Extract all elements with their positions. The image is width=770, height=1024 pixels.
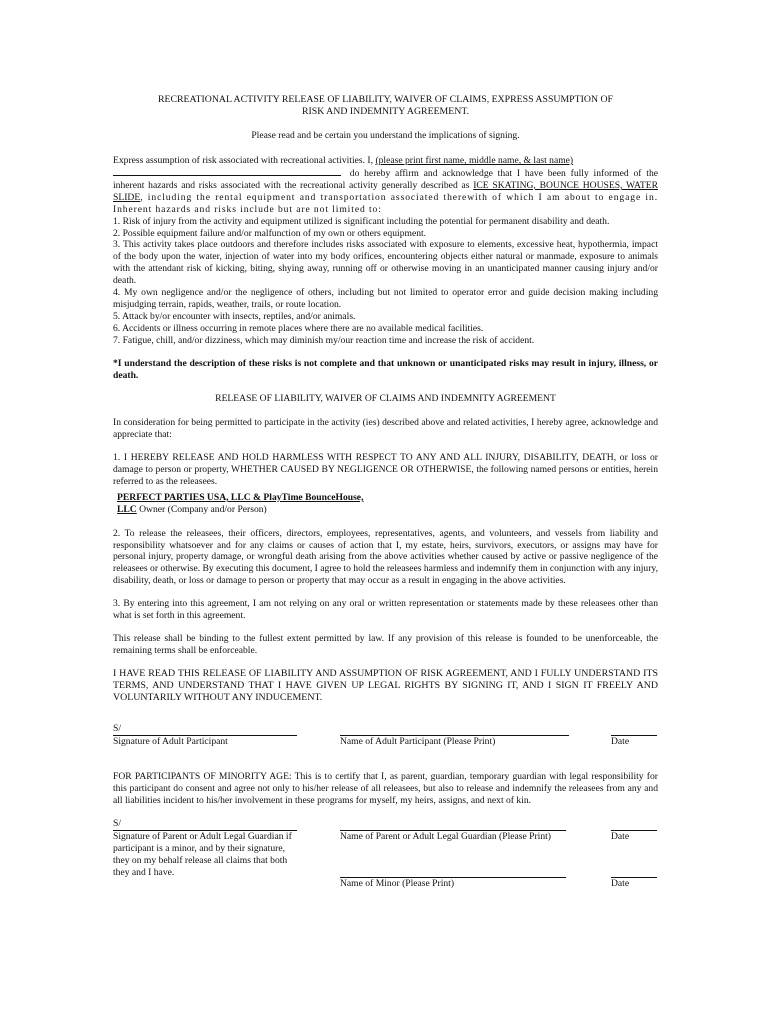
- guardian-signature-label-line: Signature of Parent or Adult Legal Guardian if: [113, 831, 292, 842]
- activities-described: ICE SKATING, BOUNCE HOUSES, WATER SLIDE: [113, 179, 658, 203]
- guardian-signature-label-line: they on my behalf release all claims that both: [113, 854, 288, 866]
- read-statement: I HAVE READ THIS RELEASE OF LIABILITY AND ASSUMPTION OF RISK AGREEMENT, AND I FULLY UNDERSTAND ITS TERMS, AND UNDERSTAND THAT I HAVE GIVEN UP LEGAL RIGHTS BY SIGNING IT, AND I SIGN IT FREELY AND VOLUNTARILY WITHOUT ANY INDUCEMENT.: [113, 667, 658, 704]
- risk-item: 3. This activity takes place outdoors and therefore includes risks associated with exposure to elements, excessive heat, hypothermia, impact of the body upon the water, injection of water into my body orifices, encountering objects either natural or manmade, exposure to animals with the attendant risk of kicking, biting, shying away, running off or otherwise moving in an unanticipated manner causing injury and/or death.: [113, 239, 658, 287]
- clause-1: 1. I HEREBY RELEASE AND HOLD HARMLESS WITH RESPECT TO ANY AND ALL INJURY, DISABILITY, DEATH, or loss or damage to person or property, WHETHER CAUSED BY NEGLIGENCE OR OTHERWISE, the following named persons or entities, herein referred to as the releasees.: [113, 452, 658, 487]
- clause-3: 3. By entering into this agreement, I am not relying on any oral or written representation or statements made by these releasees other than what is set forth in this agreement.: [113, 598, 658, 622]
- assumption-lead: Express assumption of risk associated with recreational activities. I,: [113, 155, 376, 167]
- risk-item: 5. Attack by/or encounter with insects, reptiles, and/or animals.: [113, 310, 356, 322]
- adult-date-label: Date: [611, 736, 630, 747]
- assumption-rest: , including the rental equipment and transportation associated therewith of which I am about to engage in. Inherent hazards and risks include but are not limited to:: [113, 191, 658, 215]
- title-line-2: RISK AND INDEMNITY AGREEMENT.: [301, 105, 470, 117]
- minority-paragraph: FOR PARTICIPANTS OF MINORITY AGE: This is to certify that I, as parent, guardian, temporary guardian with legal responsibility for this participant do consent and agree not only to his/her release of all releasees, but also to release and indemnify the releasees from any and all liabilities incident to his/her involvement in these programs for myself, my heirs, assigns, and next of kin.: [113, 771, 658, 806]
- minor-name-label: Name of Minor (Please Print): [340, 878, 455, 889]
- guardian-signature-label-line: they and I have.: [113, 866, 175, 878]
- clause-2: 2. To release the releasees, their officers, directors, employees, representatives, agents, and volunteers, and vessels from liability and responsibility whatsoever and for any claims or causes of action that I, my estate, heirs, survivors, executors, or assigns may have for personal injury, property damage, or wrongful death arising from the above activities whether caused by active or passive negligence of the releasees or otherwise. By executing this document, I agree to hold the releasees harmless and indemnify them in conjunction with any injury, disability, death, or loss or damage to person or property that may occur as a result in engaging in the above activities.: [113, 527, 658, 587]
- risk-list: [113, 216, 658, 347]
- risk-item: 4. My own negligence and/or the negligence of others, including but not limited to operator error and guide decision making including misjudging terrain, rapids, weather, trails, or route location.: [113, 287, 658, 310]
- document-title: [113, 94, 658, 117]
- participant-name-blank[interactable]: [113, 167, 341, 176]
- consideration-paragraph: In consideration for being permitted to participate in the activity (ies) described above and related activities, I hereby agree, acknowledge and appreciate that:: [113, 417, 658, 441]
- guardian-signature-prefix: S/: [113, 818, 122, 829]
- adult-signature-label: Signature of Adult Participant: [113, 736, 228, 747]
- print-name-hint: (please print first name, middle name, & last name): [375, 155, 574, 167]
- owner-block: [117, 492, 658, 516]
- waiver-document: [113, 94, 658, 704]
- guardian-date-label: Date: [611, 831, 630, 842]
- owner-name-line-1: PERFECT PARTIES USA, LLC & PlayTime BounceHouse,: [117, 491, 364, 503]
- release-heading: RELEASE OF LIABILITY, WAIVER OF CLAIMS AND INDEMNITY AGREEMENT: [215, 393, 556, 405]
- adult-signature-prefix: S/: [113, 723, 122, 734]
- risk-item: 6. Accidents or illness occurring in remote places where there are no available medical facilities.: [113, 322, 484, 334]
- title-line-1: RECREATIONAL ACTIVITY RELEASE OF LIABILITY, WAIVER OF CLAIMS, EXPRESS ASSUMPTION OF: [157, 94, 614, 105]
- owner-name-line-2: LLC: [117, 503, 137, 515]
- guardian-name-label: Name of Parent or Adult Legal Guardian (Please Print): [340, 831, 552, 842]
- owner-label: Owner (Company and/or Person): [136, 503, 267, 515]
- intro-note: Please read and be certain you understand the implications of signing.: [251, 130, 520, 142]
- guardian-signature-label: [113, 831, 323, 879]
- assumption-affirm: do hereby affirm and acknowledge that I have been fully informed of the inherent hazards and risks associated with the recreational activity generally described as: [113, 168, 658, 191]
- adult-name-label: Name of Adult Participant (Please Print): [340, 736, 496, 747]
- binding-paragraph: This release shall be binding to the fullest extent permitted by law. If any provision of this release is founded to be unenforceable, the remaining terms shall be enforceable.: [113, 633, 658, 656]
- risk-item: 2. Possible equipment failure and/or malfunction of my own or others equipment.: [113, 227, 427, 239]
- assumption-paragraph: [113, 155, 658, 216]
- minor-date-label: Date: [611, 878, 630, 889]
- risk-item: 1. Risk of injury from the activity and equipment utilized is significant including the potential for permanent disability and death.: [113, 215, 610, 227]
- risk-item: 7. Fatigue, chill, and/or dizziness, which may diminish my/our reaction time and increase the risk of accident.: [113, 334, 535, 346]
- understand-risks-statement: *I understand the description of these risks is not complete and that unknown or unanticipated risks may result in injury, illness, or death.: [113, 357, 658, 381]
- guardian-signature-label-line: participant is a minor, and by their signature,: [113, 842, 285, 854]
